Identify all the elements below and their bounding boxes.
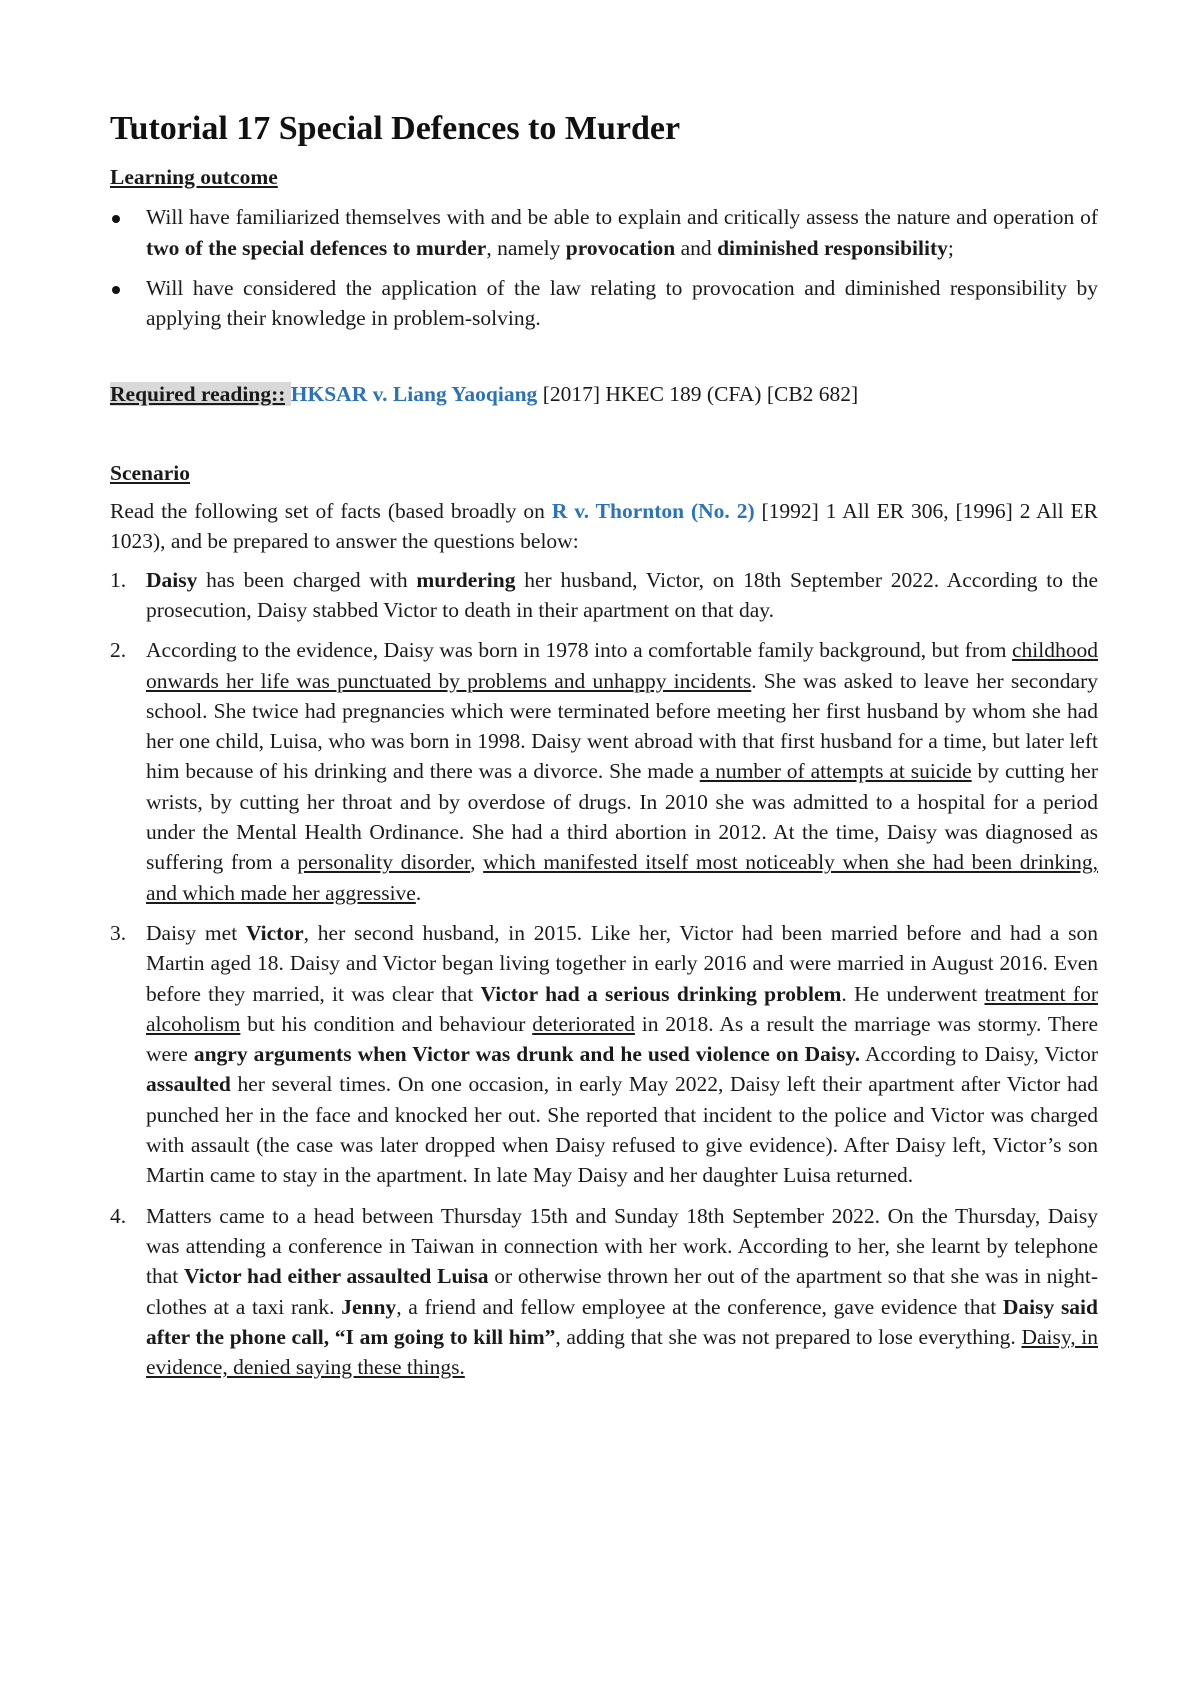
document-content bbox=[110, 108, 1098, 1392]
bullet-icon bbox=[112, 215, 120, 223]
required-reading-label: Required reading:: bbox=[110, 382, 286, 407]
scenario-case-link[interactable]: R v. Thornton (No. 2) bbox=[551, 499, 755, 524]
learning-outcome-heading: Learning outcome bbox=[110, 165, 278, 189]
learning-outcome-list bbox=[110, 202, 1098, 333]
scenario-intro: Read the following set of facts (based broadly on R v. Thornton (No. 2) [1992] 1 All ER 306, [1996] 2 All ER 1023), and be prepared to answer the questions below: bbox=[110, 499, 1098, 554]
learning-outcome-item: Will have considered the application of the law relating to provocation and diminished responsibility by applying their knowledge in problem-solving. bbox=[110, 273, 1098, 334]
facts-list bbox=[110, 565, 1098, 1383]
required-reading-citation: [2017] HKEC 189 (CFA) [CB2 682] bbox=[542, 382, 859, 407]
fact-item: 2. According to the evidence, Daisy was born in 1978 into a comfortable family background, but from childhood onwards her life was punctuated by problems and unhappy incidents. She was asked to leave her secondary school. She twice had pregnancies which were terminated before meeting her first husband by whom she had her one child, Luisa, who was born in 1998. Daisy went abroad with that first husband for a time, but later left him because of his drinking and there was a divorce. She made a number of attempts at suicide by cutting her wrists, by cutting her throat and by overdose of drugs. In 2010 she was admitted to a hospital for a period under the Mental Health Ordinance. She had a third abortion in 2012. At the time, Daisy was diagnosed as suffering from a personality disorder, which manifested itself most noticeably when she had been drinking, and which made her aggressive. bbox=[110, 638, 1099, 905]
bullet-icon bbox=[112, 286, 120, 294]
scenario-heading: Scenario bbox=[110, 460, 191, 485]
fact-item: 3. Daisy met Victor, her second husband, in 2015. Like her, Victor had been married before and had a son Martin aged 18. Daisy and Victor began living together in early 2016 and were married in August 2016. Even before they married, it was clear that Victor had a serious drinking problem. He underwent treatment for alcoholism but his condition and behaviour deteriorated in 2018. As a result the marriage was stormy. There were angry arguments when Victor was drunk and he used violence on Daisy. According to Daisy, Victor assaulted her several times. On one occasion, in early May 2022, Daisy left their apartment after Victor had punched her in the face and knocked her out. She reported that incident to the police and Victor was charged with assault (the case was later dropped when Daisy refused to give evidence). After Daisy left, Victor’s son Martin came to stay in the apartment. In late May Daisy and her daughter Luisa returned. bbox=[110, 920, 1099, 1188]
page-title: Tutorial 17 Special Defences to Murder bbox=[110, 110, 681, 147]
required-reading bbox=[110, 379, 1098, 409]
fact-item: 4. Matters came to a head between Thursday 15th and Sunday 18th September 2022. On the Thursday, Daisy was attending a conference in Taiwan in connection with her work. According to her, she learnt by telephone that Victor had either assaulted Luisa or otherwise thrown her out of the apartment so that she was in night-clothes at a taxi rank. Jenny, a friend and fellow employee at the conference, gave evidence that Daisy said after the phone call, “I am going to kill him”, adding that she was not prepared to lose everything. Daisy, in evidence, denied saying these things. bbox=[110, 1203, 1099, 1380]
required-reading-case-link[interactable]: HKSAR v. Liang Yaoqiang bbox=[290, 382, 538, 407]
learning-outcome-item: Will have familiarized themselves with and be able to explain and critically assess the nature and operation of two of the special defences to murder, namely provocation and diminished responsibility; bbox=[110, 202, 1098, 263]
fact-item: 1. Daisy has been charged with murdering her husband, Victor, on 18th September 2022. According to the prosecution, Daisy stabbed Victor to death in their apartment on that day. bbox=[110, 567, 1098, 622]
